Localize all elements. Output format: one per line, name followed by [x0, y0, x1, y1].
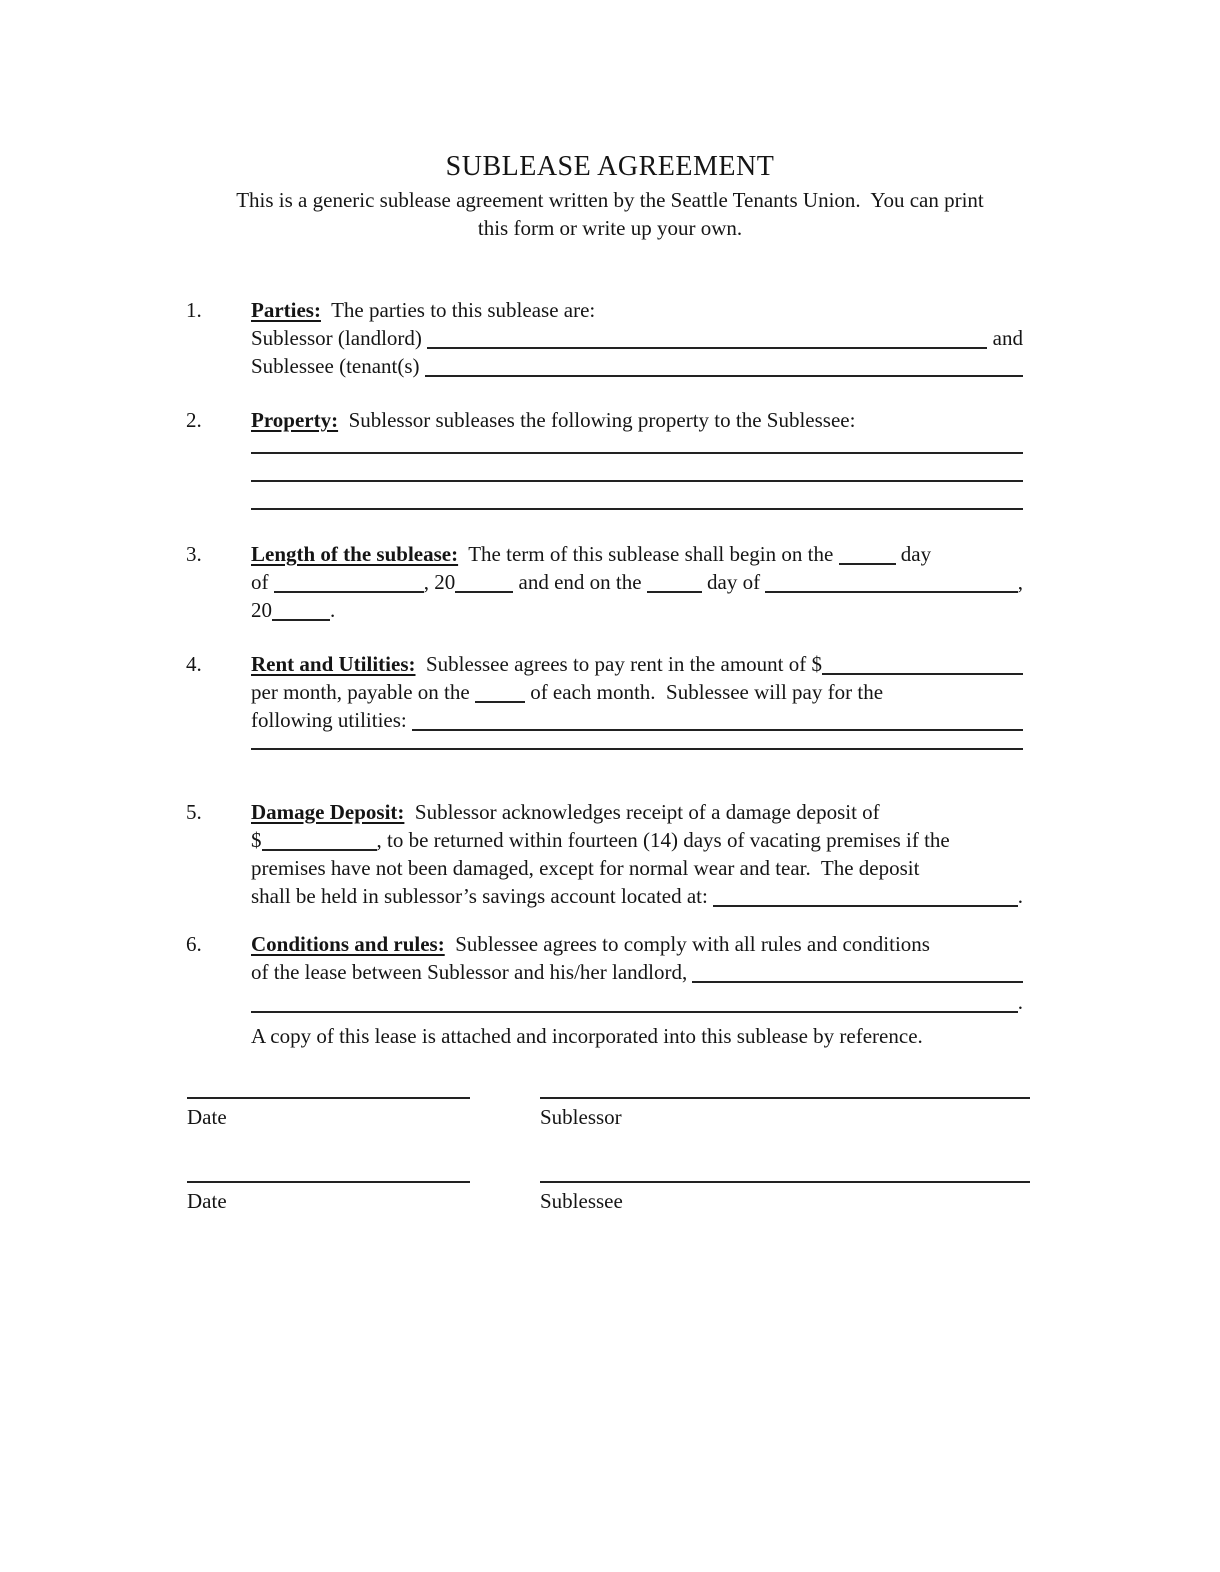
clause-deposit — [186, 798, 1023, 910]
sublessor-label: Sublessor (landlord) — [251, 326, 428, 350]
deposit-line2-post-text: , to be returned within fourteen (14) days of vacating premises if the — [376, 828, 950, 852]
sublessee-label: Sublessee (tenant(s) — [251, 354, 425, 378]
utilities-blank-1 — [412, 709, 1023, 731]
end-year-blank — [272, 599, 330, 621]
clause-heading: Parties: — [251, 298, 321, 322]
savings-account-label: shall be held in sublessor’s savings account located at: — [251, 884, 714, 908]
rent-due-day-blank — [475, 681, 525, 703]
clause-parties — [186, 296, 1023, 380]
landlord-label: of the lease between Sublessor and his/her landlord, — [251, 960, 693, 984]
clause-number: 3. — [186, 542, 202, 566]
date-signature-line-1 — [187, 1095, 470, 1099]
clause-length — [186, 540, 1023, 624]
lease-copy-note: A copy of this lease is attached and incorporated into this sublease by reference. — [251, 1024, 923, 1048]
begin-month-blank — [274, 571, 424, 593]
end-month-blank — [765, 571, 1017, 593]
utilities-label: following utilities: — [251, 708, 412, 732]
clause-heading: Conditions and rules: — [251, 932, 445, 956]
utilities-blank-2 — [251, 738, 1023, 750]
clause-rent — [186, 650, 1023, 750]
landlord-blank-1 — [692, 961, 1023, 983]
sublessor-label: Sublessor — [540, 1105, 622, 1129]
dollar-sign-text: $ — [251, 828, 262, 852]
mid-text: and end on the — [513, 570, 647, 594]
signature-row-sublessor — [187, 1095, 1220, 1131]
period-text: . — [330, 598, 336, 622]
property-description-blank-3 — [251, 482, 1023, 510]
clause-property — [186, 406, 1023, 510]
deposit-line3-text: premises have not been damaged, except for normal wear and tear. The deposit — [251, 856, 920, 880]
year-prefix-text: , 20 — [423, 570, 456, 594]
intro-line-2: this form or write up your own. — [477, 216, 743, 240]
comma-text: , — [1017, 570, 1023, 594]
clause-number: 6. — [186, 932, 202, 956]
intro-line-1: This is a generic sublease agreement written by the Seattle Tenants Union. You can print — [236, 188, 984, 212]
clause-number: 4. — [186, 652, 202, 676]
clause-list — [186, 296, 1023, 1050]
clause-lead-text: Sublessee agrees to comply with all rules and conditions — [444, 932, 930, 956]
clause-number: 1. — [186, 298, 202, 322]
document-title: SUBLEASE AGREEMENT — [445, 151, 775, 182]
clause-conditions — [186, 930, 1023, 1050]
period-text: . — [1017, 884, 1023, 908]
clause-lead-text: Sublessor acknowledges receipt of a damage deposit of — [404, 800, 880, 824]
deposit-amount-blank — [262, 829, 377, 851]
property-description-blank-2 — [251, 454, 1023, 482]
clause-lead-text: The term of this sublease shall begin on the — [458, 542, 839, 566]
rent-line2-post-text: of each month. Sublessee will pay for the — [524, 680, 884, 704]
period-text: . — [1017, 990, 1023, 1014]
day-suffix-text: day — [895, 542, 932, 566]
clause-heading: Rent and Utilities: — [251, 652, 416, 676]
signature-block — [187, 1095, 1220, 1215]
property-description-blank-1 — [251, 434, 1023, 454]
date-signature-line-2 — [187, 1179, 470, 1183]
and-text: and — [987, 326, 1023, 350]
sublessee-name-blank — [425, 355, 1023, 377]
rent-line2-pre-text: per month, payable on the — [251, 680, 475, 704]
year2-prefix-text: 20 — [251, 598, 272, 622]
clause-heading: Length of the sublease: — [251, 542, 459, 566]
sublessor-signature-line — [540, 1095, 1030, 1099]
day-of-text: day of — [701, 570, 766, 594]
begin-year-blank — [455, 571, 513, 593]
savings-account-blank — [713, 885, 1018, 907]
clause-lead-text: The parties to this sublease are: — [320, 298, 596, 322]
clause-lead-text: Sublessee agrees to pay rent in the amount of $ — [415, 652, 822, 676]
clause-heading: Property: — [251, 408, 339, 432]
clause-lead-text: Sublessor subleases the following property to the Sublessee: — [338, 408, 856, 432]
sublessee-signature-line — [540, 1179, 1030, 1183]
end-day-blank — [647, 571, 702, 593]
document-intro — [0, 186, 1220, 242]
clause-heading: Damage Deposit: — [251, 800, 405, 824]
clause-number: 2. — [186, 408, 202, 432]
begin-day-blank — [839, 543, 896, 565]
sublessor-name-blank — [427, 327, 987, 349]
sublessee-label: Sublessee — [540, 1189, 623, 1213]
date-label: Date — [187, 1189, 227, 1213]
rent-amount-blank — [822, 653, 1023, 675]
landlord-blank-2 — [251, 999, 1018, 1013]
signature-row-sublessee — [187, 1179, 1220, 1215]
document-header — [0, 0, 1220, 242]
date-label: Date — [187, 1105, 227, 1129]
clause-number: 5. — [186, 800, 202, 824]
of-text: of — [251, 570, 274, 594]
